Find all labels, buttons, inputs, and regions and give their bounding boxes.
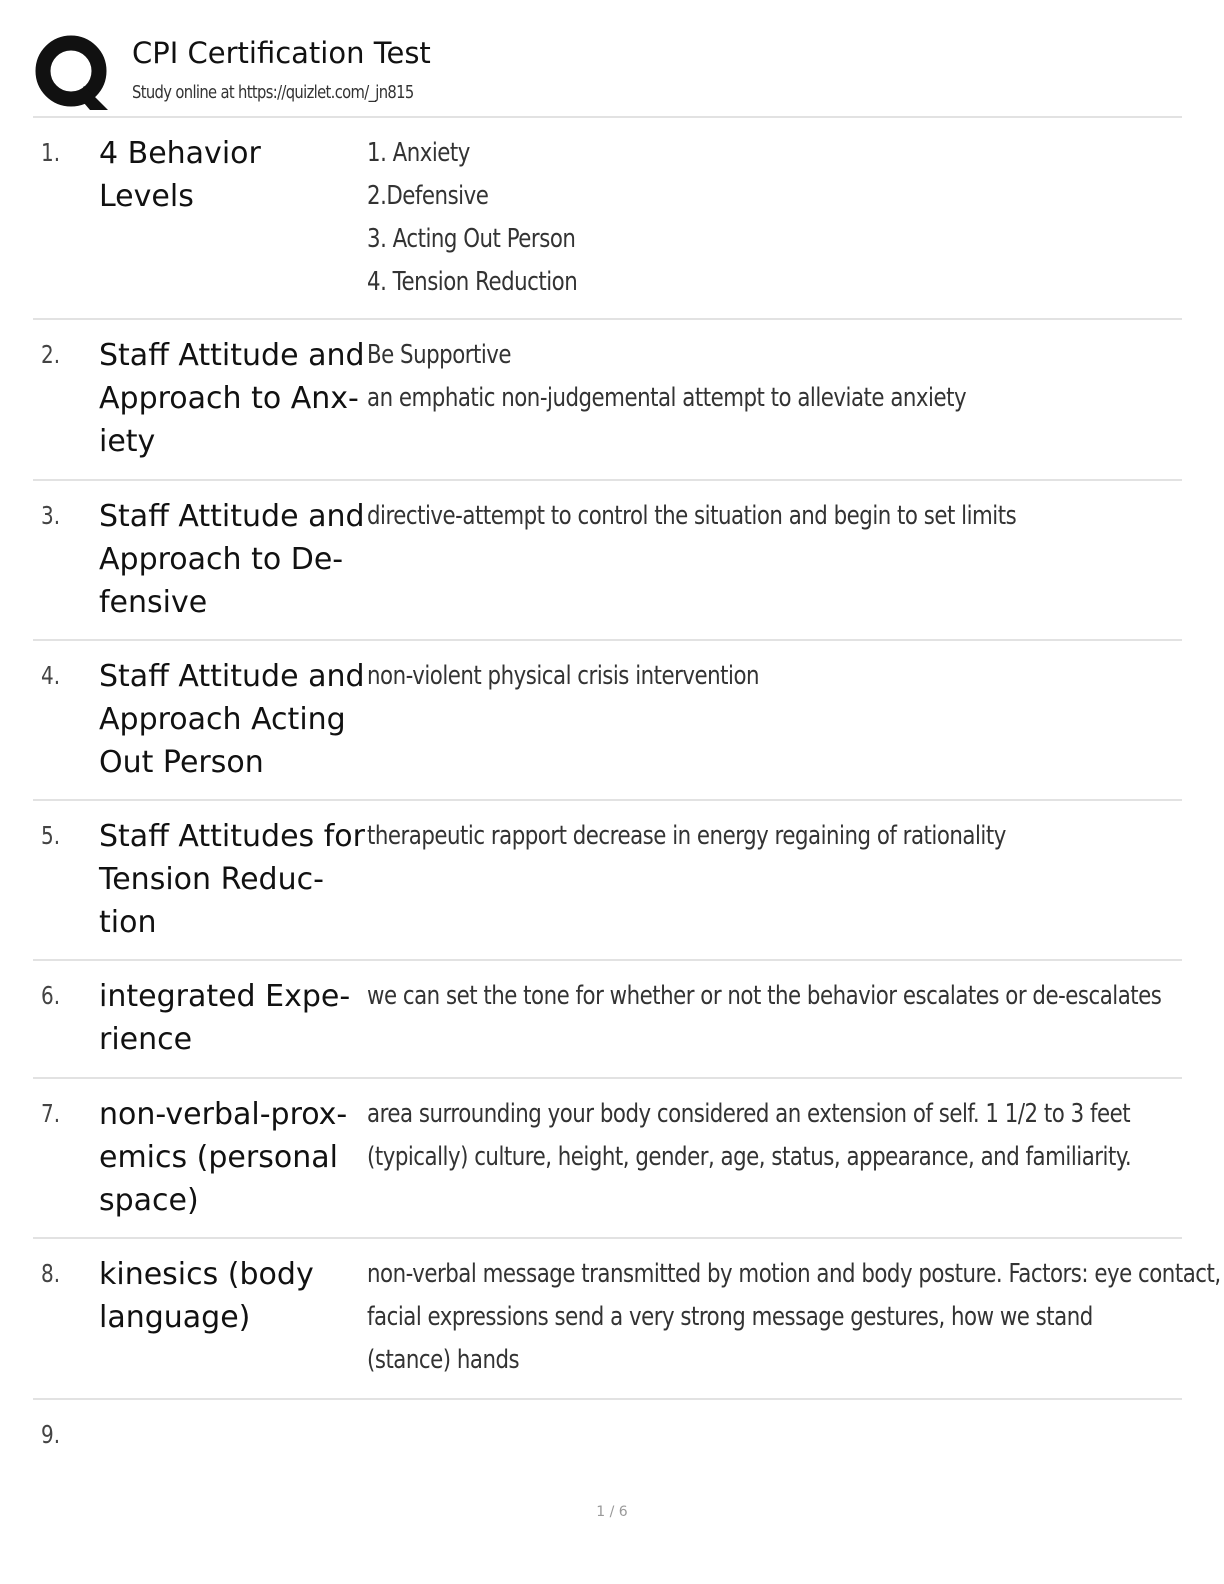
card-definition [367,1093,1171,1179]
definition-line: non-violent physical crisis intervention [367,661,760,691]
card-term: Staff Attitudes for Tension Reduc- tion [99,819,365,940]
definition-line: Be Supportive [367,340,512,370]
flashcard-row [33,961,1182,1079]
definition-line: area surrounding your body considered an extension of self. 1 1/2 to 3 feet [367,1099,1131,1129]
card-definition [367,132,1171,304]
card-term: non-verbal-prox- emics (personal space) [99,1097,348,1218]
definition-line: an emphatic non-judgemental attempt to alleviate anxiety [367,383,967,413]
card-definition [367,655,1171,698]
card-definition [367,1253,1221,1382]
card-term: Staff Attitude and Approach to Anx- iety [99,338,365,459]
flashcard-row [33,118,1182,320]
flashcard-row [33,1400,1182,1480]
page-number: 1 / 6 [596,1504,628,1520]
card-definition [367,975,1171,1018]
definition-line: 1. Anxiety [367,138,470,168]
flashcard-list [33,118,1221,1480]
definition-line: we can set the tone for whether or not the behavior escalates or de-escalates [367,981,1162,1011]
quizlet-q-logo-icon [34,34,112,112]
card-definition [367,815,1171,858]
definition-line: therapeutic rapport decrease in energy regaining of rationality [367,821,1006,851]
card-number: 8. [41,1259,61,1288]
flashcard-row [33,641,1182,801]
card-term: Staff Attitude and Approach Acting Out Person [99,659,365,780]
definition-line: (stance) hands [367,1345,520,1375]
definition-line: 2.Defensive [367,181,489,211]
definition-line: 4. Tension Reduction [367,267,578,297]
card-definition [367,495,1171,538]
definition-line: facial expressions send a very strong message gestures, how we stand [367,1302,1093,1332]
card-number: 6. [41,981,61,1010]
card-number: 4. [41,661,61,690]
flashcard-row [33,320,1182,481]
flashcard-row [33,1079,1182,1239]
flashcard-row [33,481,1182,641]
definition-line: 3. Acting Out Person [367,224,576,254]
card-term: kinesics (body language) [99,1257,314,1335]
card-number: 2. [41,340,61,369]
flashcard-row [33,801,1182,961]
definition-line: directive-attempt to control the situation and begin to set limits [367,501,1017,531]
page-header [34,30,1184,116]
card-number: 7. [41,1099,61,1128]
definition-line: non-verbal message transmitted by motion and body posture. Factors: eye contact, [367,1259,1221,1289]
card-definition [367,334,1171,420]
flashcard-row [33,1239,1221,1400]
definition-line: (typically) culture, height, gender, age, status, appearance, and familiarity. [367,1142,1132,1172]
card-number: 5. [41,821,61,850]
page-title: CPI Certification Test [132,36,431,70]
card-number: 9. [41,1420,61,1449]
card-number: 3. [41,501,61,530]
card-term: integrated Expe- rience [99,979,351,1057]
card-number: 1. [41,138,61,167]
card-term: Staff Attitude and Approach to De- fensive [99,499,365,620]
card-term: 4 Behavior Levels [99,136,261,214]
study-online-link[interactable]: Study online at https://quizlet.com/_jn815 [132,82,414,103]
